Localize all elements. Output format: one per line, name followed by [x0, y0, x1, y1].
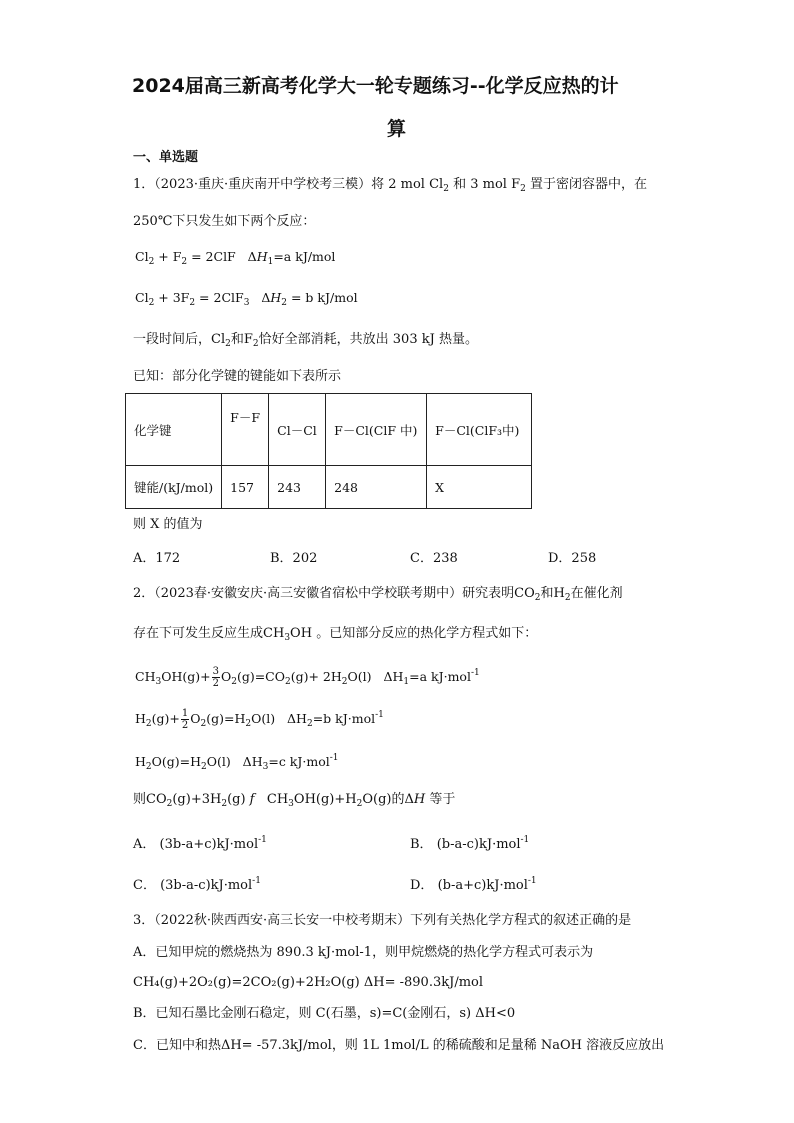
table-cell: 248 — [326, 466, 427, 509]
q2-option-d[interactable]: D． (b-a+c)kJ·mol$^{-1}$ — [410, 876, 537, 893]
table-header: 化学键 — [126, 394, 222, 466]
q3-option-c[interactable]: C．已知中和热ΔH= -57.3kJ/mol，则 1L 1mol/L 的稀硫酸和足量稀 NaOH 溶液反应放出 — [133, 1038, 665, 1053]
page-title: 2024届高三新高考化学大一轮专题练习--化学反应热的计 — [132, 75, 619, 97]
q1-intro-line2: 250℃下只发生如下两个反应： — [133, 214, 316, 229]
q2-equation-1: $CH_3OH(g)+$ $\frac{3}{2}$ $O_2(g)=CO_2(g)+ 2H_2O(l)$ $\Delta H_1=a$ kJ·mol$^{-1}$ — [135, 666, 480, 689]
table-row-label: 键能/(kJ/mol) — [126, 466, 222, 509]
table-cell: 157 — [222, 466, 269, 509]
table-header: F－Cl(ClF 中) — [326, 394, 427, 466]
q3-option-b[interactable]: B．已知石墨比金刚石稳定，则 C(石墨，s)=C(金刚石，s) ΔH<0 — [133, 1006, 516, 1021]
q1-option-a[interactable]: A．172 — [133, 551, 181, 566]
q3-intro: 3．（2022秋·陕西西安·高三长安一中校考期末）下列有关热化学方程式的叙述正确的是 — [133, 913, 632, 928]
q1-equation-2: $Cl_2 + 3F_2 = 2ClF_3$ $\Delta H_2 = b$ kJ/mol — [135, 290, 358, 308]
q2-ask: 则$CO_2(g)+3H_2(g)$ f $CH_3OH(g)+H_2O(g)$的ΔH 等于 — [133, 792, 456, 809]
q2-option-b[interactable]: B． (b-a-c)kJ·mol$^{-1}$ — [410, 835, 530, 852]
q2-equation-2: $H_2(g)+$ $\frac{1}{2}$ $O_2(g)=H_2O(l)$ $\Delta H_2=b$ kJ·mol$^{-1}$ — [135, 708, 384, 731]
q3-option-a[interactable]: A．已知甲烷的燃烧热为 890.3 kJ·mol-1，则甲烷燃烧的热化学方程式可表示为 — [133, 945, 594, 960]
q3-option-a-equation: CH₄(g)+2O₂(g)=2CO₂(g)+2H₂O(g) ΔH= -890.3kJ/mol — [133, 975, 484, 990]
q1-ask: 则 X 的值为 — [133, 517, 203, 532]
table-header: F－F — [222, 394, 269, 466]
table-cell: X — [427, 466, 532, 509]
q1-option-b[interactable]: B．202 — [270, 551, 318, 566]
section-heading: 一、单选题 — [133, 150, 199, 165]
table-header: F－Cl(ClF₃中) — [427, 394, 532, 466]
q1-intro: 1．（2023·重庆·重庆南开中学校考三模）将 2 mol $Cl_2$ 和 3 mol $F_2$ 置于密闭容器中，在 — [133, 177, 647, 194]
table-cell: 243 — [269, 466, 326, 509]
table-header: Cl－Cl — [269, 394, 326, 466]
q1-condition: 一段时间后，$Cl_2$和$F_2$恰好全部消耗，共放出 303 kJ 热量。 — [133, 332, 478, 349]
bond-energy-table — [125, 393, 532, 509]
q2-option-c[interactable]: C． (3b-a-c)kJ·mol$^{-1}$ — [133, 876, 261, 893]
q2-option-a[interactable]: A． (3b-a+c)kJ·mol$^{-1}$ — [133, 835, 267, 852]
q1-equation-1: $Cl_2 + F_2 = 2ClF$ $\Delta H_1=a$ kJ/mol — [135, 249, 336, 267]
q2-equation-3: $H_2O(g)=H_2O(l)$ $\Delta H_3=c$ kJ·mol$^{-1}$ — [135, 753, 339, 772]
q1-option-d[interactable]: D．258 — [548, 551, 597, 566]
page-title-continued: 算 — [387, 118, 407, 140]
q2-intro: 2．（2023春·安徽安庆·高三安徽省宿松中学校联考期中）研究表明$CO_2$和$H_2$在催化剂 — [133, 586, 623, 603]
q1-option-c[interactable]: C．238 — [410, 551, 458, 566]
q2-intro-line2: 存在下可发生反应生成$CH_3OH$ 。已知部分反应的热化学方程式如下： — [133, 626, 538, 643]
q1-known: 已知：部分化学键的键能如下表所示 — [133, 369, 342, 384]
